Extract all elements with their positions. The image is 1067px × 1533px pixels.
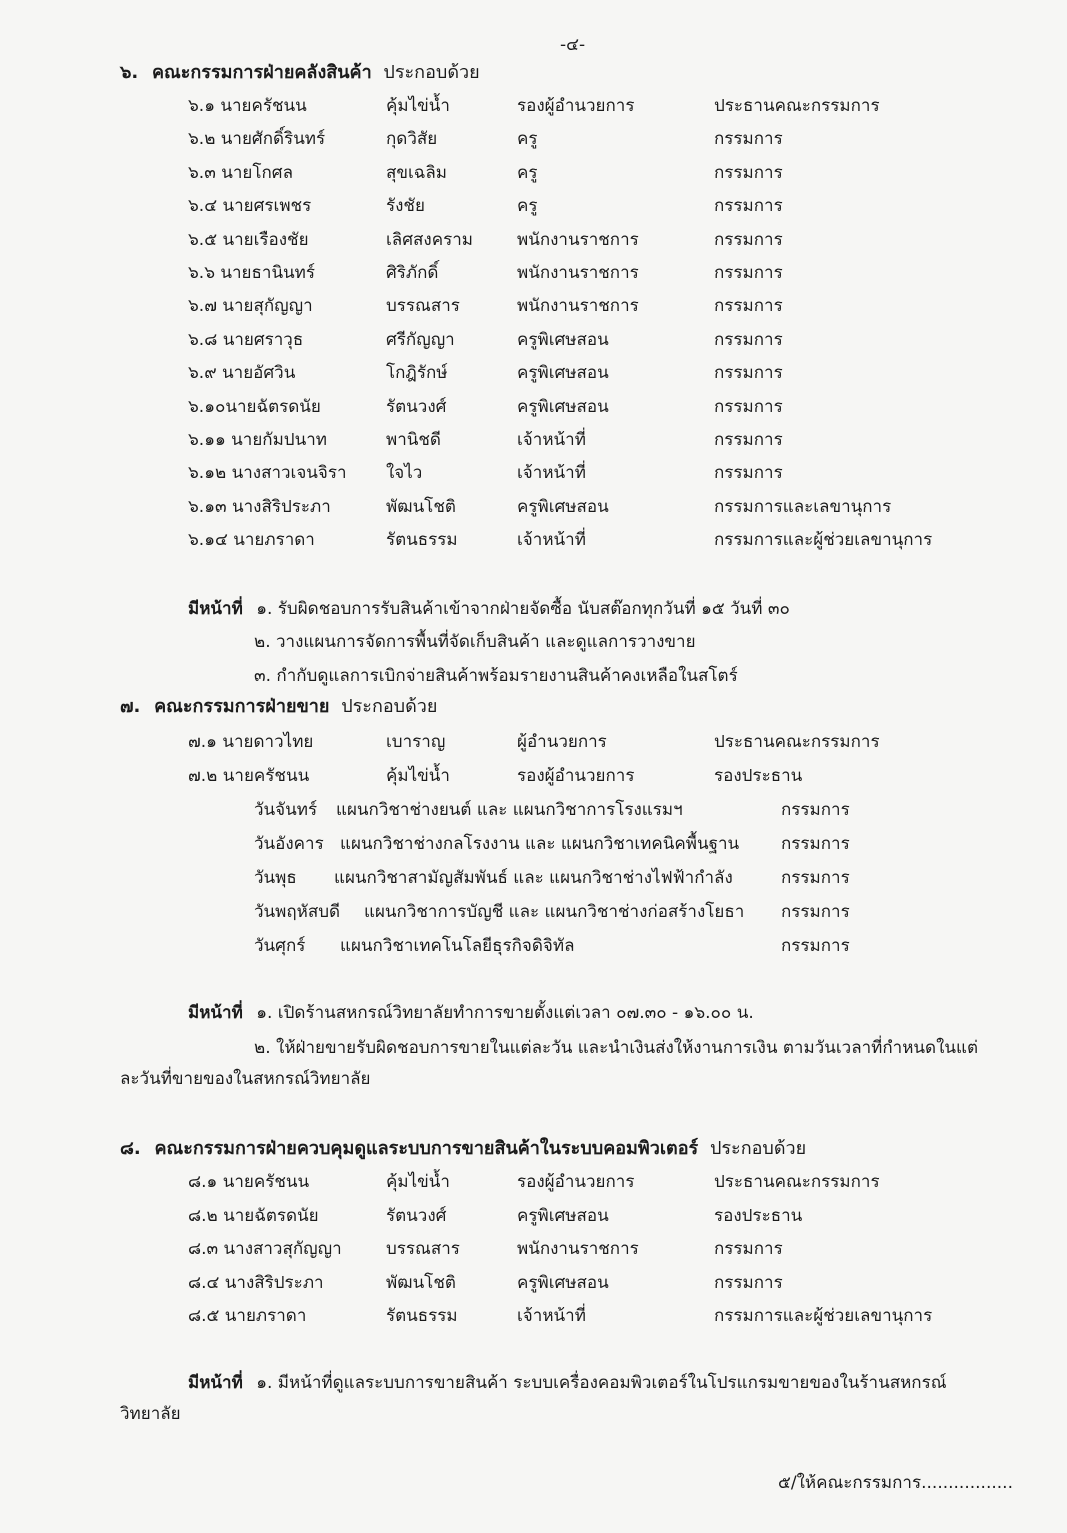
member-row (0, 93, 1067, 119)
section-7-number: ๗. (120, 696, 141, 717)
day-row (0, 831, 1067, 857)
member-surname: พัฒนโชติ (386, 1272, 456, 1293)
day-row (0, 797, 1067, 823)
section-7-duty-2-line-2: ละวันที่ขายของในสหกรณ์วิทยาลัย (120, 1069, 371, 1089)
member-row (0, 1303, 1067, 1329)
member-row (0, 293, 1067, 319)
member-row (0, 227, 1067, 253)
member-position: เจ้าหน้าที่ (517, 1306, 586, 1326)
member-position: รองผู้อำนวยการ (517, 765, 635, 786)
member-role: กรรมการ (714, 1272, 783, 1293)
member-position: ครูพิเศษสอน (517, 396, 609, 417)
section-8-heading (120, 1136, 806, 1162)
member-row (0, 394, 1067, 420)
member-row (0, 763, 1067, 789)
member-surname: ศรีกัญญา (386, 329, 455, 350)
duty-text: ๑. รับผิดชอบการรับสินค้าเข้าจากฝ่ายจัดซื้อ นับสต๊อกทุกวันที่ ๑๕ วันที่ ๓๐ (256, 599, 790, 619)
member-position: ครูพิเศษสอน (517, 1205, 609, 1226)
member-position: ครูพิเศษสอน (517, 496, 609, 517)
member-position: ครูพิเศษสอน (517, 329, 609, 350)
member-position: เจ้าหน้าที่ (517, 430, 586, 450)
page-number: -๔- (560, 35, 586, 55)
day-role: กรรมการ (781, 902, 850, 922)
member-row (0, 729, 1067, 755)
member-surname: รัตนธรรม (386, 530, 458, 551)
member-surname: รัตนวงศ์ (386, 1205, 447, 1226)
member-position: เจ้าหน้าที่ (517, 530, 586, 551)
member-role: กรรมการ (714, 129, 783, 150)
section-6-duty-3: ๓. กำกับดูแลการเบิกจ่ายสินค้าพร้อมรายงานสินค้าคงเหลือในสโตร์ (254, 666, 738, 686)
member-role: ประธานคณะกรรมการ (714, 1172, 880, 1192)
member-surname: สุขเฉลิม (386, 162, 448, 183)
member-position: พนักงานราชการ (517, 1239, 639, 1259)
member-position: เจ้าหน้าที่ (517, 463, 586, 484)
day-label: วันพฤหัสบดี (254, 902, 341, 922)
member-role: กรรมการ (714, 363, 783, 384)
member-name: ๘.๒ นายฉัตรดนัย (188, 1205, 319, 1226)
member-position: พนักงานราชการ (517, 263, 639, 283)
section-7-duty-2-line-1: ๒. ให้ฝ่ายขายรับผิดชอบการขายในแต่ละวัน และนำเงินส่งให้งานการเงิน ตามวันเวลาที่กำหนดในแต่ (254, 1038, 978, 1058)
member-name: ๘.๔ นางสิริประภา (188, 1272, 324, 1293)
member-role: กรรมการ (714, 162, 783, 183)
section-6-duty-2: ๒. วางแผนการจัดการพื้นที่จัดเก็บสินค้า และดูแลการวางขาย (254, 632, 696, 652)
section-6-suffix: ประกอบด้วย (383, 62, 480, 83)
continuation-footer: ๕/ให้คณะกรรมการ................. (778, 1473, 1013, 1493)
member-name: ๖.๘ นายศราวุธ (188, 329, 304, 350)
member-role: กรรมการและเลขานุการ (714, 496, 892, 517)
member-row (0, 494, 1067, 520)
member-surname: ศิริภักดิ์ (386, 263, 439, 283)
member-position: ผู้อำนวยการ (517, 732, 607, 752)
member-position: ครู (517, 162, 538, 183)
member-position: รองผู้อำนวยการ (517, 96, 635, 116)
section-7-duties-label: มีหน้าที่ (188, 1003, 243, 1023)
section-6-duties-label: มีหน้าที่ (188, 599, 243, 619)
member-role: รองประธาน (714, 765, 803, 786)
member-surname: เบาราญ (386, 732, 446, 752)
section-6-number: ๖. (120, 62, 139, 83)
day-department: แผนกวิชาช่างยนต์ และ แผนกวิชาการโรงแรมฯ (336, 800, 683, 820)
day-label: วันจันทร์ (254, 800, 318, 820)
member-surname: โกฎิรักษ์ (386, 363, 448, 384)
day-row (0, 933, 1067, 959)
member-role: ประธานคณะกรรมการ (714, 732, 880, 752)
member-surname: รัตนวงศ์ (386, 396, 447, 417)
member-name: ๗.๒ นายครัชนน (188, 765, 310, 786)
member-role: กรรมการ (714, 329, 783, 350)
day-department: แผนกวิชาช่างกลโรงงาน และ แผนกวิชาเทคนิคพื้นฐาน (340, 834, 740, 854)
member-role: กรรมการ (714, 430, 783, 450)
member-surname: บรรณสาร (386, 296, 460, 317)
member-role: กรรมการ (714, 263, 783, 283)
member-surname: คุ้มไข่น้ำ (386, 1172, 450, 1192)
member-name: ๖.๑๓ นางสิริประภา (188, 496, 331, 517)
member-role: รองประธาน (714, 1205, 803, 1226)
member-row (0, 327, 1067, 353)
member-role: กรรมการ (714, 296, 783, 317)
member-name: ๖.๓ นายโกศล (188, 162, 293, 183)
member-name: ๖.๑ นายครัชนน (188, 96, 307, 116)
day-label: วันอังคาร (254, 834, 324, 854)
member-surname: บรรณสาร (386, 1239, 460, 1259)
member-surname: คุ้มไข่น้ำ (386, 765, 450, 786)
day-role: กรรมการ (781, 936, 850, 956)
member-name: ๘.๕ นายภราดา (188, 1306, 307, 1326)
member-name: ๖.๑๐นายฉัตรดนัย (188, 396, 321, 417)
duty-text: ๑. มีหน้าที่ดูแลระบบการขายสินค้า ระบบเครื่องคอมพิวเตอร์ในโปรแกรมขายของในร้านสหกรณ์ (256, 1373, 947, 1393)
member-row (0, 160, 1067, 186)
section-8-duties-label: มีหน้าที่ (188, 1373, 243, 1393)
member-role: กรรมการและผู้ช่วยเลขานุการ (714, 530, 933, 551)
member-row (0, 260, 1067, 286)
section-8-suffix: ประกอบด้วย (709, 1138, 807, 1159)
section-7-suffix: ประกอบด้วย (341, 696, 438, 717)
member-position: ครูพิเศษสอน (517, 1272, 609, 1293)
day-role: กรรมการ (781, 868, 850, 888)
member-row (0, 427, 1067, 453)
member-name: ๖.๗ นายสุกัญญา (188, 296, 313, 317)
member-name: ๘.๓ นางสาวสุกัญญา (188, 1239, 342, 1259)
day-label: วันศุกร์ (254, 936, 306, 956)
section-6-duty-1 (188, 596, 790, 622)
member-role: กรรมการและผู้ช่วยเลขานุการ (714, 1306, 933, 1326)
member-name: ๖.๕ นายเรืองชัย (188, 229, 309, 250)
member-name: ๗.๑ นายดาวไทย (188, 732, 314, 752)
member-row (0, 1236, 1067, 1262)
member-row (0, 1203, 1067, 1229)
day-department: แผนกวิชาการบัญชี และ แผนกวิชาช่างก่อสร้างโยธา (364, 902, 745, 922)
member-row (0, 360, 1067, 386)
section-7-title: คณะกรรมการฝ่ายขาย (154, 696, 330, 717)
member-role: กรรมการ (714, 396, 783, 417)
member-surname: กุดวิสัย (386, 129, 438, 150)
member-name: ๖.๒ นายศักดิ์รินทร์ (188, 129, 326, 150)
day-department: แผนกวิชาเทคโนโลยีธุรกิจดิจิทัล (340, 936, 575, 956)
day-role: กรรมการ (781, 834, 850, 854)
member-position: พนักงานราชการ (517, 296, 639, 317)
member-name: ๖.๑๑ นายกัมปนาท (188, 430, 327, 450)
member-surname: เลิศสงคราม (386, 229, 473, 250)
section-8-duty-1-line-2: วิทยาลัย (120, 1404, 181, 1424)
member-role: กรรมการ (714, 1239, 783, 1259)
member-surname: พัฒนโชติ (386, 496, 456, 517)
duty-text: ๑. เปิดร้านสหกรณ์วิทยาลัยทำการขายตั้งแต่เวลา ๐๗.๓๐ - ๑๖.๐๐ น. (256, 1003, 754, 1023)
member-name: ๘.๑ นายครัชนน (188, 1172, 310, 1192)
day-row (0, 899, 1067, 925)
member-row (0, 1169, 1067, 1195)
member-position: รองผู้อำนวยการ (517, 1172, 635, 1192)
section-8-duty-1 (188, 1370, 946, 1396)
member-role: ประธานคณะกรรมการ (714, 96, 880, 116)
section-7-heading (120, 694, 437, 720)
day-label: วันพุธ (254, 868, 297, 888)
member-role: กรรมการ (714, 463, 783, 484)
member-surname: ใจไว (386, 463, 423, 484)
day-department: แผนกวิชาสามัญสัมพันธ์ และ แผนกวิชาช่างไฟฟ้ากำลัง (334, 868, 733, 888)
member-name: ๖.๑๒ นางสาวเจนจิรา (188, 463, 347, 484)
member-row (0, 1270, 1067, 1296)
member-name: ๖.๙ นายอัศวิน (188, 363, 296, 384)
section-6-heading (120, 60, 480, 86)
day-role: กรรมการ (781, 800, 850, 820)
day-row (0, 865, 1067, 891)
member-role: กรรมการ (714, 229, 783, 250)
member-row (0, 193, 1067, 219)
member-surname: รังชัย (386, 196, 425, 217)
member-position: ครูพิเศษสอน (517, 363, 609, 384)
member-position: ครู (517, 129, 538, 150)
section-7-duty-1 (188, 1000, 754, 1026)
member-name: ๖.๖ นายธานินทร์ (188, 263, 316, 283)
member-name: ๖.๔ นายศรเพชร (188, 196, 312, 217)
member-position: พนักงานราชการ (517, 229, 639, 250)
member-position: ครู (517, 196, 538, 217)
member-role: กรรมการ (714, 196, 783, 217)
section-6-title: คณะกรรมการฝ่ายคลังสินค้า (152, 62, 372, 83)
section-8-title: คณะกรรมการฝ่ายควบคุมดูแลระบบการขายสินค้าในระบบคอมพิวเตอร์ (154, 1138, 699, 1159)
member-surname: พานิชดี (386, 430, 441, 450)
member-row (0, 126, 1067, 152)
member-surname: รัตนธรรม (386, 1306, 458, 1326)
member-row (0, 460, 1067, 486)
member-row (0, 527, 1067, 553)
section-8-number: ๘. (120, 1138, 141, 1159)
member-surname: คุ้มไข่น้ำ (386, 96, 450, 116)
member-name: ๖.๑๔ นายภราดา (188, 530, 315, 551)
